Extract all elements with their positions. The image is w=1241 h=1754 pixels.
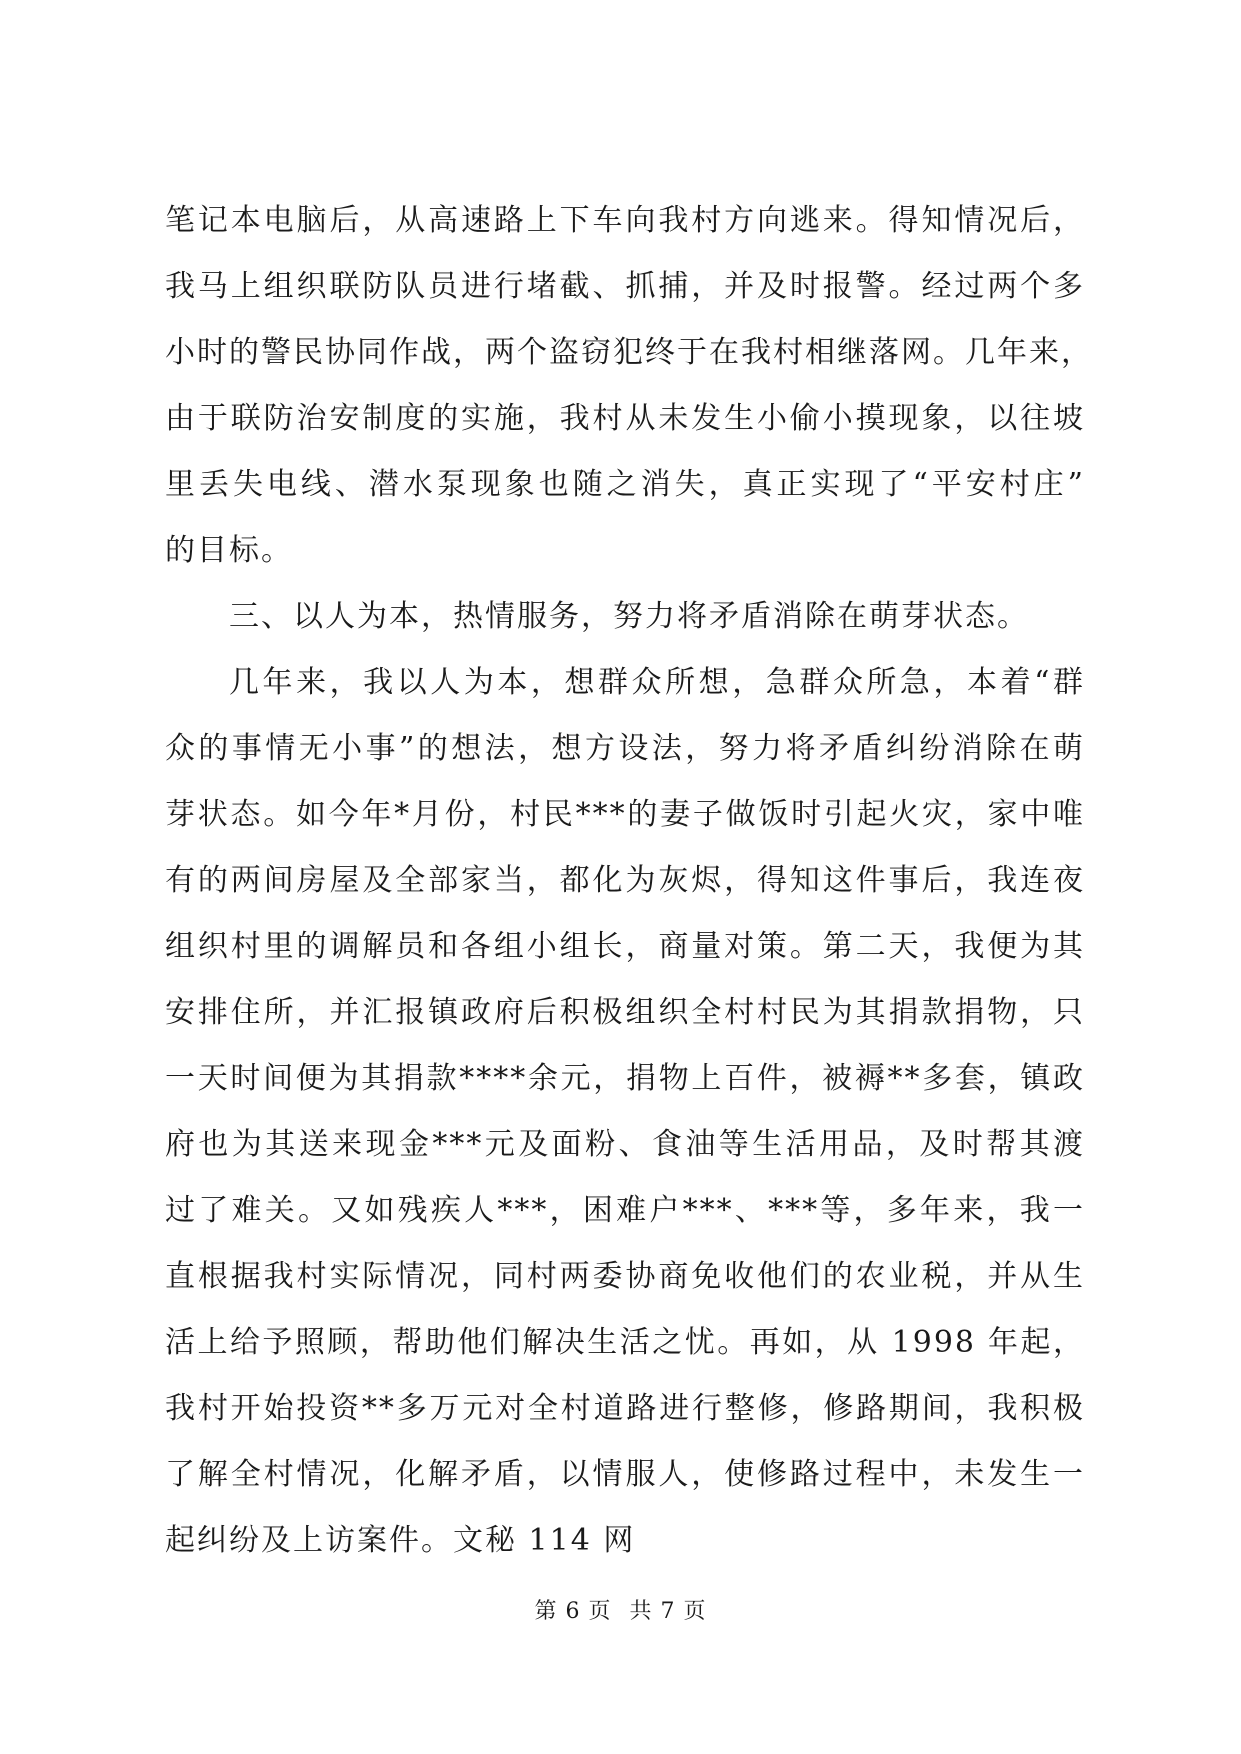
text-line: 有的两间房屋及全部家当，都化为灰烬，得知这件事后，我连夜 bbox=[165, 863, 1085, 898]
text-line: 小时的警民协同作战，两个盗窃犯终于在我村相继落网。几年来， bbox=[165, 335, 1093, 370]
text-line: 活上给予照顾，帮助他们解决生活之忧。再如，从 1998 年起， bbox=[165, 1325, 1085, 1360]
text-line: 了解全村情况，化解矛盾，以情服人，使修路过程中，未发生一 bbox=[165, 1457, 1085, 1492]
text-line: 一天时间便为其捐款****余元，捐物上百件，被褥**多套，镇政 bbox=[165, 1061, 1085, 1096]
text-line: 府也为其送来现金***元及面粉、食油等生活用品，及时帮其渡 bbox=[165, 1127, 1085, 1162]
text-line: 过了难关。又如残疾人***，困难户***、***等，多年来，我一 bbox=[165, 1193, 1085, 1228]
text-line: 由于联防治安制度的实施，我村从未发生小偷小摸现象，以往坡 bbox=[165, 401, 1085, 436]
page-footer bbox=[0, 1594, 1241, 1625]
text-line: 几年来，我以人为本，想群众所想，急群众所急，本着“群 bbox=[229, 665, 1085, 700]
text-line: 直根据我村实际情况，同村两委协商免收他们的农业税，并从生 bbox=[165, 1259, 1085, 1294]
text-line: 组织村里的调解员和各组小组长，商量对策。第二天，我便为其 bbox=[165, 929, 1085, 964]
text-line: 众的事情无小事”的想法，想方设法，努力将矛盾纠纷消除在萌 bbox=[165, 731, 1085, 766]
text-line: 起纠纷及上访案件。文秘 114 网 bbox=[165, 1523, 636, 1558]
text-line: 芽状态。如今年*月份，村民***的妻子做饭时引起火灾，家中唯 bbox=[165, 797, 1085, 832]
text-line: 我村开始投资**多万元对全村道路进行整修，修路期间，我积极 bbox=[165, 1391, 1085, 1426]
text-line: 我马上组织联防队员进行堵截、抓捕，并及时报警。经过两个多 bbox=[165, 269, 1085, 304]
text-line: 安排住所，并汇报镇政府后积极组织全村村民为其捐款捐物，只 bbox=[165, 995, 1085, 1030]
text-line: 的目标。 bbox=[165, 533, 293, 568]
page-total: 共 7 页 bbox=[629, 1599, 707, 1624]
document-body bbox=[165, 188, 1093, 1574]
text-line: 里丢失电线、潜水泵现象也随之消失，真正实现了“平安村庄” bbox=[165, 467, 1085, 502]
section-heading: 三、以人为本，热情服务，努力将矛盾消除在萌芽状态。 bbox=[229, 599, 1029, 634]
text-line: 笔记本电脑后，从高速路上下车向我村方向逃来。得知情况后， bbox=[165, 203, 1085, 238]
page-number: 第 6 页 bbox=[534, 1599, 612, 1624]
